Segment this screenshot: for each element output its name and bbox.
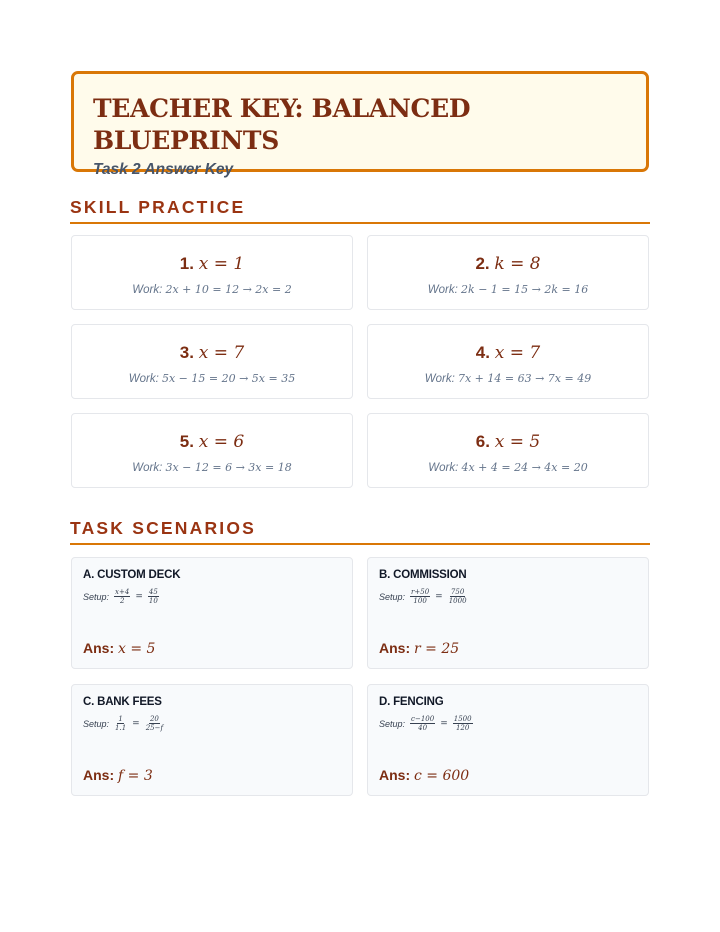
fraction-denominator: 25−f bbox=[145, 724, 164, 732]
setup-rhs-fraction bbox=[145, 715, 164, 732]
scenario-answer bbox=[83, 640, 155, 657]
answer-label: Ans: bbox=[83, 767, 115, 783]
equals-sign: = bbox=[132, 718, 140, 729]
scenario-setup bbox=[83, 715, 341, 732]
section-title-task-scenarios: TASK SCENARIOS bbox=[70, 518, 650, 545]
skill-work bbox=[72, 282, 352, 298]
fraction-denominator: 100 bbox=[413, 597, 427, 605]
scenario-answer bbox=[83, 767, 153, 784]
fraction-numerator: 45 bbox=[148, 588, 158, 596]
setup-label: Setup: bbox=[379, 718, 406, 729]
answer-eq: f = 3 bbox=[118, 768, 153, 784]
skill-answer bbox=[368, 431, 648, 453]
answer-eq: r = 25 bbox=[414, 641, 460, 657]
skill-work bbox=[368, 460, 648, 476]
fraction-denominator: 10 bbox=[148, 597, 158, 605]
header-box bbox=[71, 71, 649, 178]
skill-number: 6. bbox=[475, 432, 490, 451]
setup-label: Setup: bbox=[83, 591, 110, 602]
skill-answer bbox=[368, 342, 648, 364]
setup-rhs-fraction bbox=[453, 715, 473, 732]
fraction-denominator: 2 bbox=[119, 597, 125, 605]
work-label: Work: bbox=[132, 284, 163, 296]
page-title: TEACHER KEY: BALANCED BLUEPRINTS bbox=[93, 94, 471, 155]
work-equation: 3x − 12 = 6 → 3x = 18 bbox=[165, 461, 292, 474]
work-label: Work: bbox=[427, 284, 458, 296]
scenario-title: B. COMMISSION bbox=[379, 569, 467, 581]
scenario-title: A. CUSTOM DECK bbox=[83, 569, 181, 581]
skill-number: 1. bbox=[179, 254, 194, 273]
skill-answer-eq: x = 7 bbox=[198, 343, 245, 363]
scenario-setup bbox=[379, 715, 637, 732]
skill-answer-eq: x = 6 bbox=[198, 432, 245, 452]
skill-number: 4. bbox=[475, 343, 490, 362]
work-equation: 5x − 15 = 20 → 5x = 35 bbox=[161, 372, 296, 385]
fraction-denominator: 40 bbox=[418, 724, 428, 732]
answer-eq: c = 600 bbox=[414, 768, 470, 784]
scenario-title: D. FENCING bbox=[379, 696, 444, 708]
scenario-answer bbox=[379, 640, 459, 657]
skill-card bbox=[367, 235, 649, 310]
skill-work bbox=[368, 371, 648, 387]
fraction-numerator: 1500 bbox=[453, 715, 472, 723]
scenario-title: C. BANK FEES bbox=[83, 696, 162, 708]
fraction-denominator: 1000 bbox=[448, 597, 467, 605]
work-label: Work: bbox=[424, 373, 455, 385]
answer-label: Ans: bbox=[379, 767, 411, 783]
skill-card bbox=[367, 413, 649, 488]
skill-work bbox=[72, 371, 352, 387]
skill-card bbox=[71, 324, 353, 399]
scenario-card bbox=[367, 684, 649, 796]
skill-work bbox=[368, 282, 648, 298]
scenario-card bbox=[71, 557, 353, 669]
skill-number: 2. bbox=[475, 254, 490, 273]
work-label: Work: bbox=[428, 462, 459, 474]
section-title-skill-practice: SKILL PRACTICE bbox=[70, 197, 650, 224]
work-equation: 4x + 4 = 24 → 4x = 20 bbox=[461, 461, 588, 474]
skill-answer bbox=[72, 253, 352, 275]
scenario-answer bbox=[379, 767, 469, 784]
skill-answer-eq: x = 7 bbox=[494, 343, 541, 363]
scenario-card bbox=[367, 557, 649, 669]
work-label: Work: bbox=[132, 462, 163, 474]
answer-label: Ans: bbox=[379, 640, 411, 656]
answer-eq: x = 5 bbox=[118, 641, 156, 657]
skill-answer bbox=[72, 342, 352, 364]
equals-sign: = bbox=[435, 591, 443, 602]
skill-answer-eq: x = 1 bbox=[198, 254, 245, 274]
skill-number: 5. bbox=[179, 432, 194, 451]
skill-answer bbox=[368, 253, 648, 275]
equals-sign: = bbox=[135, 591, 143, 602]
skill-answer-eq: k = 8 bbox=[494, 254, 541, 274]
fraction-numerator: x+4 bbox=[115, 588, 130, 596]
fraction-numerator: r+50 bbox=[411, 588, 430, 596]
fraction-denominator: 120 bbox=[455, 724, 470, 732]
skill-card bbox=[71, 235, 353, 310]
scenario-setup bbox=[379, 588, 637, 605]
setup-rhs-fraction bbox=[148, 588, 159, 605]
skill-answer bbox=[72, 431, 352, 453]
work-label: Work: bbox=[128, 373, 159, 385]
scenario-card bbox=[71, 684, 353, 796]
scenario-setup bbox=[83, 588, 341, 605]
work-equation: 7x + 14 = 63 → 7x = 49 bbox=[457, 372, 592, 385]
fraction-numerator: 1 bbox=[118, 715, 123, 723]
work-equation: 2x + 10 = 12 → 2x = 2 bbox=[165, 283, 292, 296]
skill-work bbox=[72, 460, 352, 476]
fraction-denominator: 1.1 bbox=[115, 724, 127, 732]
fraction-numerator: 750 bbox=[450, 588, 465, 596]
equals-sign: = bbox=[440, 718, 448, 729]
skill-card bbox=[367, 324, 649, 399]
setup-lhs-fraction bbox=[410, 715, 435, 732]
page-subtitle: Task 2 Answer Key bbox=[93, 161, 234, 178]
fraction-numerator: 20 bbox=[149, 715, 159, 723]
skill-number: 3. bbox=[179, 343, 194, 362]
setup-lhs-fraction bbox=[114, 588, 130, 605]
setup-rhs-fraction bbox=[448, 588, 468, 605]
answer-label: Ans: bbox=[83, 640, 115, 656]
setup-label: Setup: bbox=[379, 591, 406, 602]
setup-lhs-fraction bbox=[114, 715, 127, 732]
setup-lhs-fraction bbox=[410, 588, 430, 605]
skill-answer-eq: x = 5 bbox=[494, 432, 541, 452]
skill-card bbox=[71, 413, 353, 488]
setup-label: Setup: bbox=[83, 718, 110, 729]
fraction-numerator: c−100 bbox=[411, 715, 435, 723]
work-equation: 2k − 1 = 15 → 2k = 16 bbox=[461, 283, 589, 296]
